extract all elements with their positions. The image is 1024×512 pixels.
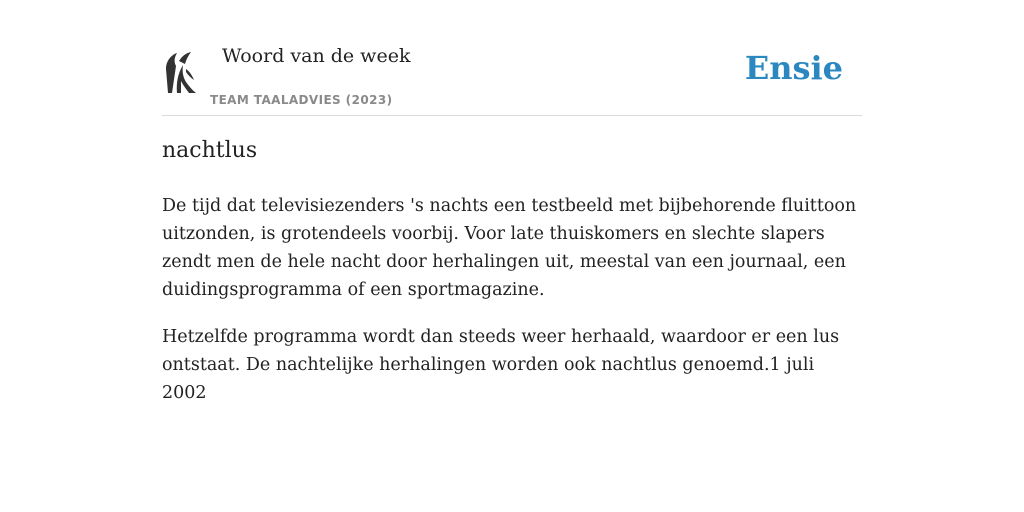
paragraph-1: De tijd dat televisiezenders 's nachts een testbeeld met bijbehorende fluittoon uitzonden, is grotendeels voorbij. Voor late thuiskomers en slechte slapers zendt men de hele nacht door herhalingen uit, meestal van een journaal, een duidingsprogramma of een sportmagazine. [162,196,857,300]
flemish-lion-logo-icon [162,49,198,95]
paragraph-2-text: Hetzelfde programma wordt dan steeds weer herhaald, waardoor er een lus ontstaat. De nachtelijke herhalingen worden ook nachtlus genoemd. [162,327,840,375]
brand-logo[interactable]: Ensie [744,49,843,87]
header [162,40,862,116]
header-title: Woord van de week [222,45,411,67]
date: 1 juli 2002 [162,355,815,403]
paragraph-2 [162,323,862,407]
header-subtitle: TEAM TAALADVIES (2023) [210,93,393,107]
headword: nachtlus [162,138,258,163]
